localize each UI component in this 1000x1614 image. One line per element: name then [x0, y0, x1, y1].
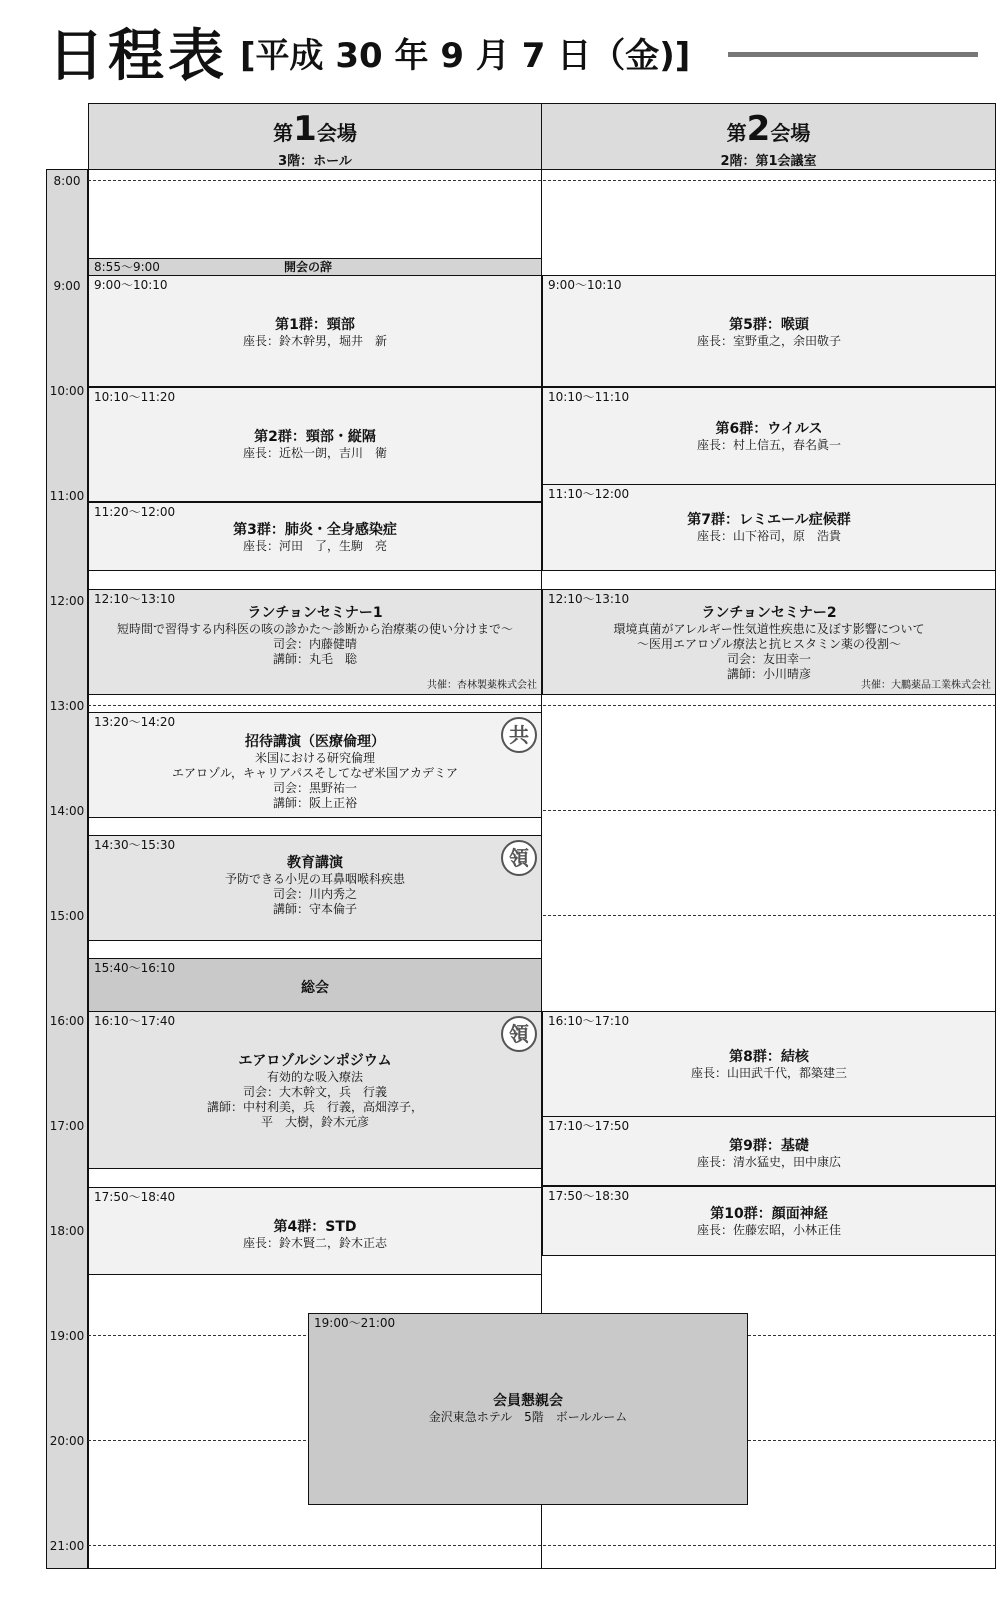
hour-label: 20:00	[49, 1434, 85, 1448]
session-block	[542, 1011, 996, 1117]
social-gathering	[308, 1313, 748, 1505]
session-title: 第9群：基礎	[729, 1138, 809, 1154]
time-column	[46, 169, 88, 1569]
session-time: 10:10～11:20	[94, 390, 176, 404]
session-line: 講師：守本倫子	[272, 902, 357, 916]
session-block	[88, 502, 542, 571]
page-date: [平成 30 年 9 月 7 日（金)]	[240, 36, 691, 76]
hour-label: 14:00	[49, 804, 85, 818]
session-block	[88, 275, 542, 387]
room-1-location: 3階：ホール	[278, 154, 352, 169]
aerosol-symposium	[88, 1011, 542, 1169]
luncheon-seminar-1	[88, 589, 542, 695]
session-line: 講師：小川晴彦	[726, 667, 811, 681]
hour-label: 19:00	[49, 1329, 85, 1343]
session-line: 司会：内藤健晴	[272, 637, 357, 651]
session-title: 第10群：顔面神経	[710, 1206, 828, 1222]
session-title: 会員懇親会	[493, 1393, 563, 1409]
session-time: 9:00～10:10	[548, 278, 622, 292]
session-line: 座長：近松一朗，吉川 衛	[242, 446, 387, 460]
session-title: 第8群：結核	[729, 1049, 809, 1065]
hour-label: 18:00	[49, 1224, 85, 1238]
session-line: 司会：大木幹文，兵 行義	[242, 1085, 387, 1099]
session-line: 有効的な吸入療法	[266, 1070, 363, 1084]
session-line: 座長：鈴木賢二，鈴木正志	[242, 1236, 387, 1250]
room-2-header	[542, 104, 995, 170]
hour-label: 9:00	[53, 279, 81, 293]
hour-gridline	[88, 705, 996, 706]
session-line: 予防できる小児の耳鼻咽喉科疾患	[224, 872, 405, 886]
session-title: 第2群：頸部・縦隔	[254, 429, 376, 445]
session-line: 米国における研究倫理	[254, 751, 375, 765]
session-line: 講師：中村利美，兵 行義，高畑淳子，	[206, 1100, 423, 1114]
room-2-number: 2	[746, 109, 771, 149]
co-sponsored-badge-icon: 共	[501, 717, 537, 753]
session-line: 座長：村上信五，春名眞一	[696, 438, 841, 452]
opening-title: 開会の辞	[284, 260, 333, 274]
session-block	[88, 387, 542, 502]
session-title: ランチョンセミナー1	[247, 605, 383, 621]
invited-lecture	[88, 712, 542, 818]
session-line: 短時間で習得する内科医の咳の診かた～診断から治療薬の使い分けまで～	[116, 622, 513, 636]
session-time: 11:20～12:00	[94, 505, 176, 519]
session-title: 第6群：ウイルス	[715, 421, 823, 437]
opening-block	[88, 258, 542, 276]
session-time: 12:10～13:10	[94, 592, 176, 606]
session-title: 教育講演	[287, 855, 343, 871]
session-line: ～医用エアロゾル療法と抗ヒスタミン薬の役割～	[636, 637, 901, 651]
hour-gridline	[88, 1545, 996, 1546]
session-time: 14:30～15:30	[94, 838, 176, 852]
session-line: 座長：山田武千代，都築建三	[690, 1066, 847, 1080]
session-line: 環境真菌がアレルギー性気道性疾患に及ぼす影響について	[613, 622, 925, 636]
room-2-location: 2階：第1会議室	[720, 154, 817, 169]
session-block	[542, 387, 996, 485]
room-1-header	[89, 104, 541, 170]
session-title: 第5群：喉頭	[729, 317, 809, 333]
credit-badge-icon: 領	[501, 840, 537, 876]
session-title: ランチョンセミナー2	[701, 605, 837, 621]
page-title: 日程表	[48, 24, 228, 89]
credit-badge-icon: 領	[501, 1016, 537, 1052]
sponsor-note: 共催：大鵬薬品工業株式会社	[861, 680, 991, 691]
session-line: 司会：友田幸一	[726, 652, 811, 666]
room-2-suffix: 会場	[770, 121, 811, 145]
session-block	[88, 1187, 542, 1275]
hour-label: 17:00	[49, 1119, 85, 1133]
hour-label: 8:00	[53, 174, 81, 188]
room-1-prefix: 第	[273, 121, 294, 145]
hour-label: 13:00	[49, 699, 85, 713]
session-time: 9:00～10:10	[94, 278, 168, 292]
session-line: 司会：黒野祐一	[272, 781, 357, 795]
hour-label: 11:00	[49, 489, 85, 503]
session-title: 招待講演（医療倫理）	[245, 734, 385, 750]
session-line: 座長：河田 了，生駒 亮	[242, 539, 387, 553]
session-time: 12:10～13:10	[548, 592, 630, 606]
general-meeting	[88, 958, 542, 1012]
session-time: 13:20～14:20	[94, 715, 176, 729]
hour-label: 15:00	[49, 909, 85, 923]
session-time: 10:10～11:10	[548, 390, 630, 404]
session-block	[542, 484, 996, 571]
session-time: 15:40～16:10	[94, 961, 176, 975]
hour-label: 12:00	[49, 594, 85, 608]
hour-gridline	[88, 180, 996, 181]
session-title: 第7群：レミエール症候群	[687, 512, 851, 528]
session-time: 17:50～18:40	[94, 1190, 176, 1204]
session-time: 16:10～17:10	[548, 1014, 630, 1028]
hour-label: 10:00	[49, 384, 85, 398]
title-rule	[728, 52, 978, 57]
session-time: 11:10～12:00	[548, 487, 630, 501]
session-block	[542, 1116, 996, 1186]
session-time: 19:00～21:00	[314, 1316, 396, 1330]
session-time: 17:10～17:50	[548, 1119, 630, 1133]
sponsor-note: 共催：杏林製薬株式会社	[427, 680, 537, 691]
session-block	[542, 1186, 996, 1256]
session-line: 平 大樹，鈴木元彦	[260, 1115, 369, 1129]
session-line: 講師：阪上正裕	[272, 796, 357, 810]
session-time: 17:50～18:30	[548, 1189, 630, 1203]
session-title: 第4群：STD	[273, 1219, 357, 1235]
session-title: 総会	[301, 980, 329, 996]
hour-label: 21:00	[49, 1539, 85, 1553]
session-block	[542, 275, 996, 387]
session-title: 第3群：肺炎・全身感染症	[233, 522, 397, 538]
educational-lecture	[88, 835, 542, 941]
session-line: 座長：清水猛史，田中康広	[696, 1155, 841, 1169]
hour-label: 16:00	[49, 1014, 85, 1028]
session-line: エアロゾル，キャリアパスそしてなぜ米国アカデミア	[172, 766, 458, 780]
session-line: 金沢東急ホテル 5階 ボールルーム	[428, 1410, 628, 1424]
session-line: 講師：丸毛 聡	[272, 652, 357, 666]
room-1-suffix: 会場	[316, 121, 357, 145]
session-line: 司会：川内秀之	[272, 887, 357, 901]
session-line: 座長：山下裕司，原 浩貴	[696, 529, 841, 543]
opening-time: 8:55～9:00	[94, 260, 160, 274]
session-line: 座長：室野重之，余田敬子	[696, 334, 841, 348]
session-line: 座長：鈴木幹男，堀井 新	[242, 334, 387, 348]
session-title: 第1群：頸部	[275, 317, 355, 333]
session-title: エアロゾルシンポジウム	[238, 1053, 392, 1069]
room-2-prefix: 第	[726, 121, 747, 145]
luncheon-seminar-2	[542, 589, 996, 695]
session-time: 16:10～17:40	[94, 1014, 176, 1028]
session-line: 座長：佐藤宏昭，小林正佳	[696, 1223, 841, 1237]
room-1-number: 1	[293, 109, 317, 149]
schedule-grid	[46, 103, 996, 1569]
